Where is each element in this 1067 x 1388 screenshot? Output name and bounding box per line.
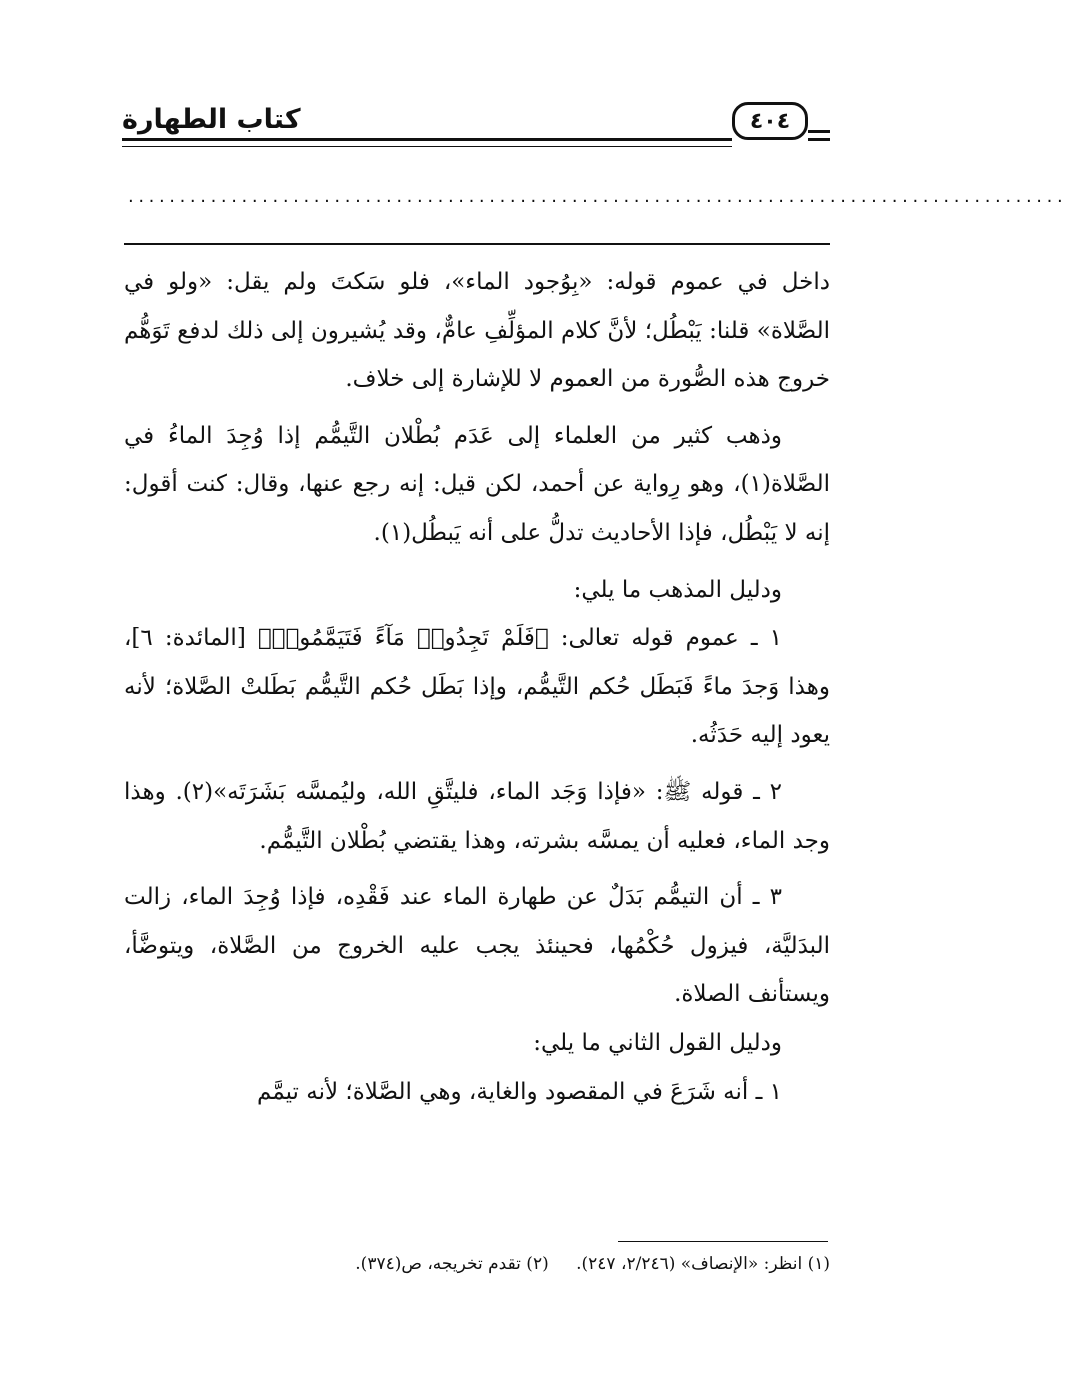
paragraph: وذهب كثير من العلماء إلى عَدَم بُطْلان التَّيمُّم إذا وُجِدَ الماءُ في الصَّلاة(١)، وهو رِواية عن أحمد، لكن قيل: إنه رجع عنها، وقال: كنت أقول: إنه لا يَبْطُل، فإذا الأحاديث تدلُّ على أنه يَبطُل(١).: [124, 422, 830, 546]
section-rule: [124, 243, 830, 245]
footnote: (١) انظر: «الإنصاف» (٢/٢٤٦، ٢٤٧).: [576, 1254, 830, 1274]
header-rule-thin: [122, 146, 732, 147]
footnote-rule: [618, 1241, 828, 1242]
paragraph: ودليل القول الثاني ما يلي:: [533, 1029, 782, 1056]
footnotes: [180, 1254, 830, 1274]
page-number: ٤٠٤: [732, 102, 808, 140]
dotted-separator: ...........................................................................................: [128, 186, 1067, 207]
paragraph: ١ ـ أنه شَرَعَ في المقصود والغاية، وهي الصَّلاة؛ لأنه تيمَّم: [257, 1078, 782, 1105]
header-rule-thick: [122, 138, 732, 141]
paragraph: ٣ ـ أن التيمُّم بَدَلٌ عن طهارة الماء عند فَقْدِه، فإذا وُجِدَ الماء، زالت البدَليَّة، فيزول حُكْمُها، فحينئذ يجب عليه الخروج من الصَّلاة، ويتوضَّأ، ويستأنف الصلاة.: [124, 884, 830, 1008]
footnote: (٢) تقدم تخريجه، ص(٣٧٤).: [355, 1254, 549, 1274]
body-text: [124, 258, 830, 1116]
page-header: [122, 96, 830, 156]
paragraph: داخل في عموم قوله: «بِوُجود الماء»، فلو سَكتَ ولم يقل: «ولو في الصَّلاة» قلنا: يَبْطُل؛ لأنَّ كلام المؤلِّفِ عامٌّ، وقد يُشيرون إلى ذلك لدفع تَوَهُّم خروج هذه الصُّورة من العموم لا للإشارة إلى خلاف.: [124, 269, 830, 393]
book-title: كتاب الطهارة: [122, 104, 301, 135]
header-rule-right-upper: [808, 130, 830, 133]
header-rule-right-lower: [808, 138, 830, 141]
paragraph: ودليل المذهب ما يلي:: [573, 576, 782, 603]
paragraph: ١ ـ عموم قوله تعالى: ﴿فَلَمْ تَجِدُوا۟ مَآءً فَتَيَمَّمُوا۟﴾ [المائدة: ٦]، وهذا وَجدَ ماءً فَبَطَل حُكم التَّيمُّم، وإذا بَطَل حُكم التَّيمُّم بَطَلتْ الصَّلاة؛ لأنه يعود إليه حَدَثُه.: [124, 625, 830, 749]
paragraph: ٢ ـ قوله ﷺ: «فإذا وَجَد الماء، فليتَّقِ الله، وليُمسَّه بَشَرَتَه»(٢). وهذا وجد الماء، فعليه أن يمسَّه بشرته، وهذا يقتضي بُطْلان التَّيمُّم.: [124, 778, 830, 854]
